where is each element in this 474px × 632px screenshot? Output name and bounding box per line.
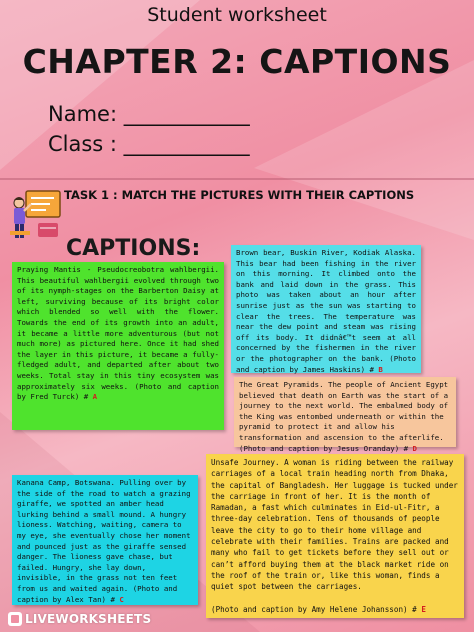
caption-text: Unsafe Journey. A woman is riding between the railway carriages of a local train heading north from Dhaka, the capital of Bangladesh. Her luggage is tucked under the carriage in front of her. It is the month of Ramadan, a fast which culminates in Eid-ul-Fitr, a three-day celebration. Tens of thousands of people leave the city to go to their home village and celebrate with their families. Trains are packed and many who fail to get tickets before they sell out or can’t afford buying them at the black market ride on the roof of the train or, like this woman, finds a quiet spot between the carriages.	[211, 458, 458, 592]
caption-letter: A	[92, 392, 98, 402]
caption-credit	[211, 604, 459, 615]
caption-letter: B	[378, 364, 383, 374]
caption-letter: C	[119, 594, 124, 604]
caption-card-b	[231, 245, 421, 373]
section-divider	[0, 178, 474, 180]
caption-card-a	[12, 262, 224, 430]
task-instruction: TASK 1 : MATCH THE PICTURES WITH THEIR CAPTIONS	[64, 188, 415, 202]
worksheet-label: Student worksheet	[147, 4, 327, 26]
liveworksheets-logo-icon	[8, 612, 22, 626]
caption-letter: E	[421, 604, 426, 614]
footer-brand[interactable]	[8, 612, 151, 626]
class-field[interactable]: Class : ____________	[48, 132, 250, 156]
caption-card-d	[234, 377, 456, 453]
captions-heading: CAPTIONS:	[66, 236, 201, 261]
caption-text: Praying Mantis - Pseudocreobotra wahlbergii. This beautiful wahlbergii evolved through two of its nymph-stages on the Barberton Daisy at left, surviving because of its bright color which blended so well with the flower. Towards the end of its growth into an adult, it became a little more adventurous (but not much more) as pictured here. Once it had shed the layer in this picture, it became a fully-fledged adult, and departed after about two weeks. Total stay in this tiny ecosystem was approximately six weeks. (Photo and caption by Fred Turck) #	[17, 265, 219, 402]
footer-brand-text: LIVEWORKSHEETS	[25, 612, 152, 626]
teacher-board-icon	[10, 187, 64, 243]
name-field[interactable]: Name: ____________	[48, 102, 250, 126]
chapter-title: CHAPTER 2: CAPTIONS	[22, 42, 452, 81]
caption-card-e	[206, 454, 464, 618]
caption-text: The Great Pyramids. The people of Ancient Egypt believed that death on Earth was the start of a journey to the next world. The embalmed body of the King was entombed underneath or within the pyramid to protect it and allow his transformation and ascension to the afterlife. (Photo and caption by Jesus Oranday) #	[239, 380, 449, 453]
caption-credit-text: (Photo and caption by Amy Helene Johansson) #	[211, 604, 417, 614]
background-facet	[254, 60, 474, 240]
caption-card-c	[12, 475, 198, 605]
caption-text: Brown bear, Buskin River, Kodiak Alaska. This bear had been fishing in the river on this morning. It climbed onto the bank and laid down in the grass. This photo was taken about an hour after sunrise just as the sun was starting to clear the trees. The temperature was near the dew point and steam was rising off its body. It didnâ€™t seem at all concerned by the fishermen in the river or the photographer on the bank. (Photo and caption by James Haskins) #	[236, 248, 416, 374]
caption-letter: D	[412, 443, 417, 453]
caption-text: Kanana Camp, Botswana. Pulling over by the side of the road to watch a grazing giraffe, we spotted an amber head lurking behind a small mound. A hungry lioness. Watching, waiting, camera to my eye, she eventually chose her moment and pounced just as the giraffe sensed danger. The lioness gave chase, but failed. Hungry, she lay down, invisible, in the grass not ten feet from us and waited again. (Photo and caption by Alex Tan) #	[17, 478, 191, 604]
